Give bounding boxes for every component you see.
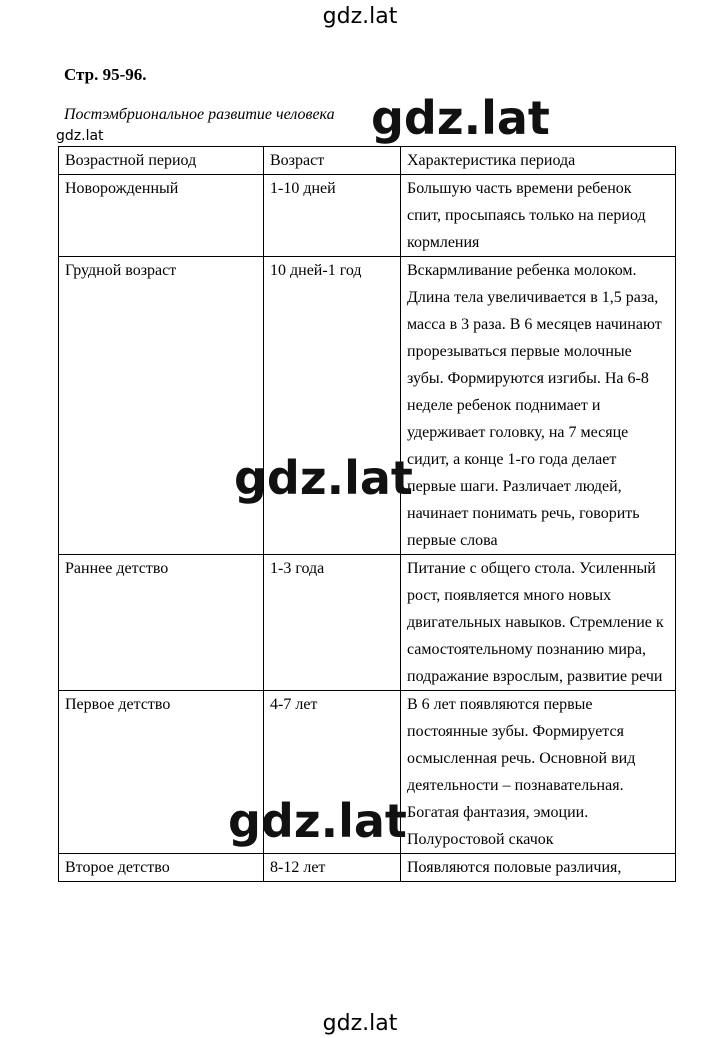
table-row bbox=[59, 555, 676, 691]
table-row bbox=[59, 854, 676, 882]
watermark-bottom: gdz.lat bbox=[322, 1011, 398, 1036]
cell-description: Появляются половые различия, bbox=[401, 854, 676, 882]
column-header-age: Возраст bbox=[264, 147, 401, 175]
development-table bbox=[58, 146, 676, 882]
watermark-top: gdz.lat bbox=[322, 4, 398, 29]
table-row bbox=[59, 175, 676, 257]
cell-age: 1-3 года bbox=[264, 555, 401, 691]
column-header-description: Характеристика периода bbox=[401, 147, 676, 175]
cell-age: 1-10 дней bbox=[264, 175, 401, 257]
column-header-period: Возрастной период bbox=[59, 147, 264, 175]
cell-age: 4-7 лет bbox=[264, 691, 401, 854]
cell-period: Первое детство bbox=[59, 691, 264, 854]
watermark-large: gdz.lat bbox=[371, 91, 550, 145]
cell-description: Питание с общего стола. Усиленный рост, появляется много новых двигательных навыков. Стремление к самостоятельному познанию мира, подражание взрослым, развитие речи bbox=[401, 555, 676, 691]
watermark-small: gdz.lat bbox=[56, 128, 104, 144]
cell-period: Раннее детство bbox=[59, 555, 264, 691]
watermark-large: gdz.lat bbox=[234, 451, 413, 505]
table-header-row bbox=[59, 147, 676, 175]
watermark-large: gdz.lat bbox=[228, 794, 407, 848]
cell-description: В 6 лет появляются первые постоянные зубы. Формируется осмысленная речь. Основной вид деятельности – познавательная. Богатая фантазия, эмоции. Полуростовой скачок bbox=[401, 691, 676, 854]
cell-age: 8-12 лет bbox=[264, 854, 401, 882]
cell-period: Новорожденный bbox=[59, 175, 264, 257]
table-row bbox=[59, 257, 676, 555]
table-title: Постэмбриональное развитие человека bbox=[64, 106, 335, 123]
cell-description: Большую часть времени ребенок спит, просыпаясь только на период кормления bbox=[401, 175, 676, 257]
cell-description: Вскармливание ребенка молоком. Длина тела увеличивается в 1,5 раза, масса в 3 раза. В 6 месяцев начинают прорезываться первые молочные зубы. Формируются изгибы. На 6-8 неделе ребенок поднимает и удерживает головку, на 7 месяце сидит, а конце 1-го года делает первые шаги. Различает людей, начинает понимать речь, говорить первые слова bbox=[401, 257, 676, 555]
cell-period: Второе детство bbox=[59, 854, 264, 882]
page-heading: Стр. 95-96. bbox=[64, 65, 147, 84]
cell-period: Грудной возраст bbox=[59, 257, 264, 555]
cell-age: 10 дней-1 год bbox=[264, 257, 401, 555]
